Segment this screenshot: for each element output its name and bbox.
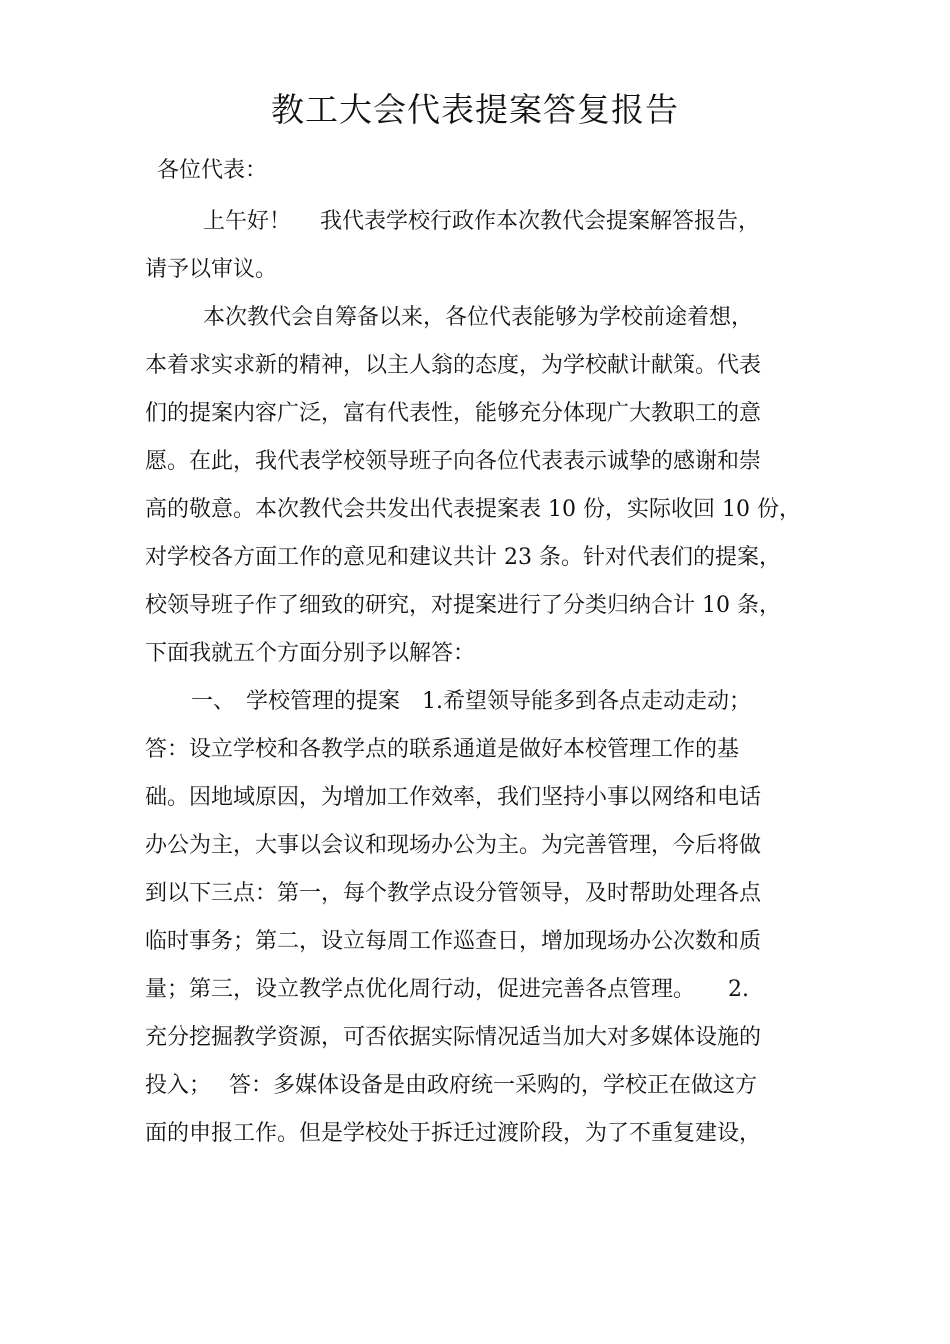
paragraph-line: 上午好！ 我代表学校行政作本次教代会提案解答报告， xyxy=(203,209,760,234)
paragraph-line: 本次教代会自筹备以来，各位代表能够为学校前途着想， xyxy=(203,305,754,330)
paragraph-line: 们的提案内容广泛，富有代表性，能够充分体现广大教职工的意 xyxy=(145,401,762,426)
section-heading-line: 一、 学校管理的提案 1.希望领导能多到各点走动走动； xyxy=(191,689,751,714)
paragraph-line: 投入； 答：多媒体设备是由政府统一采购的，学校正在做这方 xyxy=(145,1073,757,1098)
paragraph-line: 对学校各方面工作的意见和建议共计 23 条。针对代表们的提案， xyxy=(145,545,781,570)
paragraph-line: 高的敬意。本次教代会共发出代表提案表 10 份，实际收回 10 份， xyxy=(145,497,801,522)
paragraph-line: 临时事务；第二，设立每周工作巡查日，增加现场办公次数和质 xyxy=(145,929,762,954)
paragraph-line: 下面我就五个方面分别予以解答： xyxy=(145,641,476,666)
paragraph-line: 到以下三点：第一，每个教学点设分管领导，及时帮助处理各点 xyxy=(145,881,762,906)
document-title: 教工大会代表提案答复报告 xyxy=(271,90,679,129)
report-body xyxy=(145,198,825,1158)
paragraph-line: 办公为主，大事以会议和现场办公为主。为完善管理，今后将做 xyxy=(145,833,762,858)
paragraph-line: 愿。在此，我代表学校领导班子向各位代表表示诚挚的感谢和崇 xyxy=(145,449,762,474)
paragraph-line: 校领导班子作了细致的研究，对提案进行了分类归纳合计 10 条， xyxy=(145,593,781,618)
paragraph-line: 答：设立学校和各教学点的联系通道是做好本校管理工作的基 xyxy=(145,737,740,762)
paragraph-line: 面的申报工作。但是学校处于拆迁过渡阶段，为了不重复建设， xyxy=(145,1121,762,1146)
paragraph-line: 量；第三，设立教学点优化周行动，促进完善各点管理。 2. xyxy=(145,977,749,1002)
paragraph-line: 充分挖掘教学资源，可否依据实际情况适当加大对多媒体设施的 xyxy=(145,1025,762,1050)
paragraph-line: 本着求实求新的精神，以主人翁的态度，为学校献计献策。代表 xyxy=(145,353,762,378)
greeting: 各位代表： xyxy=(157,158,268,183)
paragraph-line: 础。因地域原因，为增加工作效率，我们坚持小事以网络和电话 xyxy=(145,785,762,810)
paragraph-line: 请予以审议。 xyxy=(145,257,278,282)
